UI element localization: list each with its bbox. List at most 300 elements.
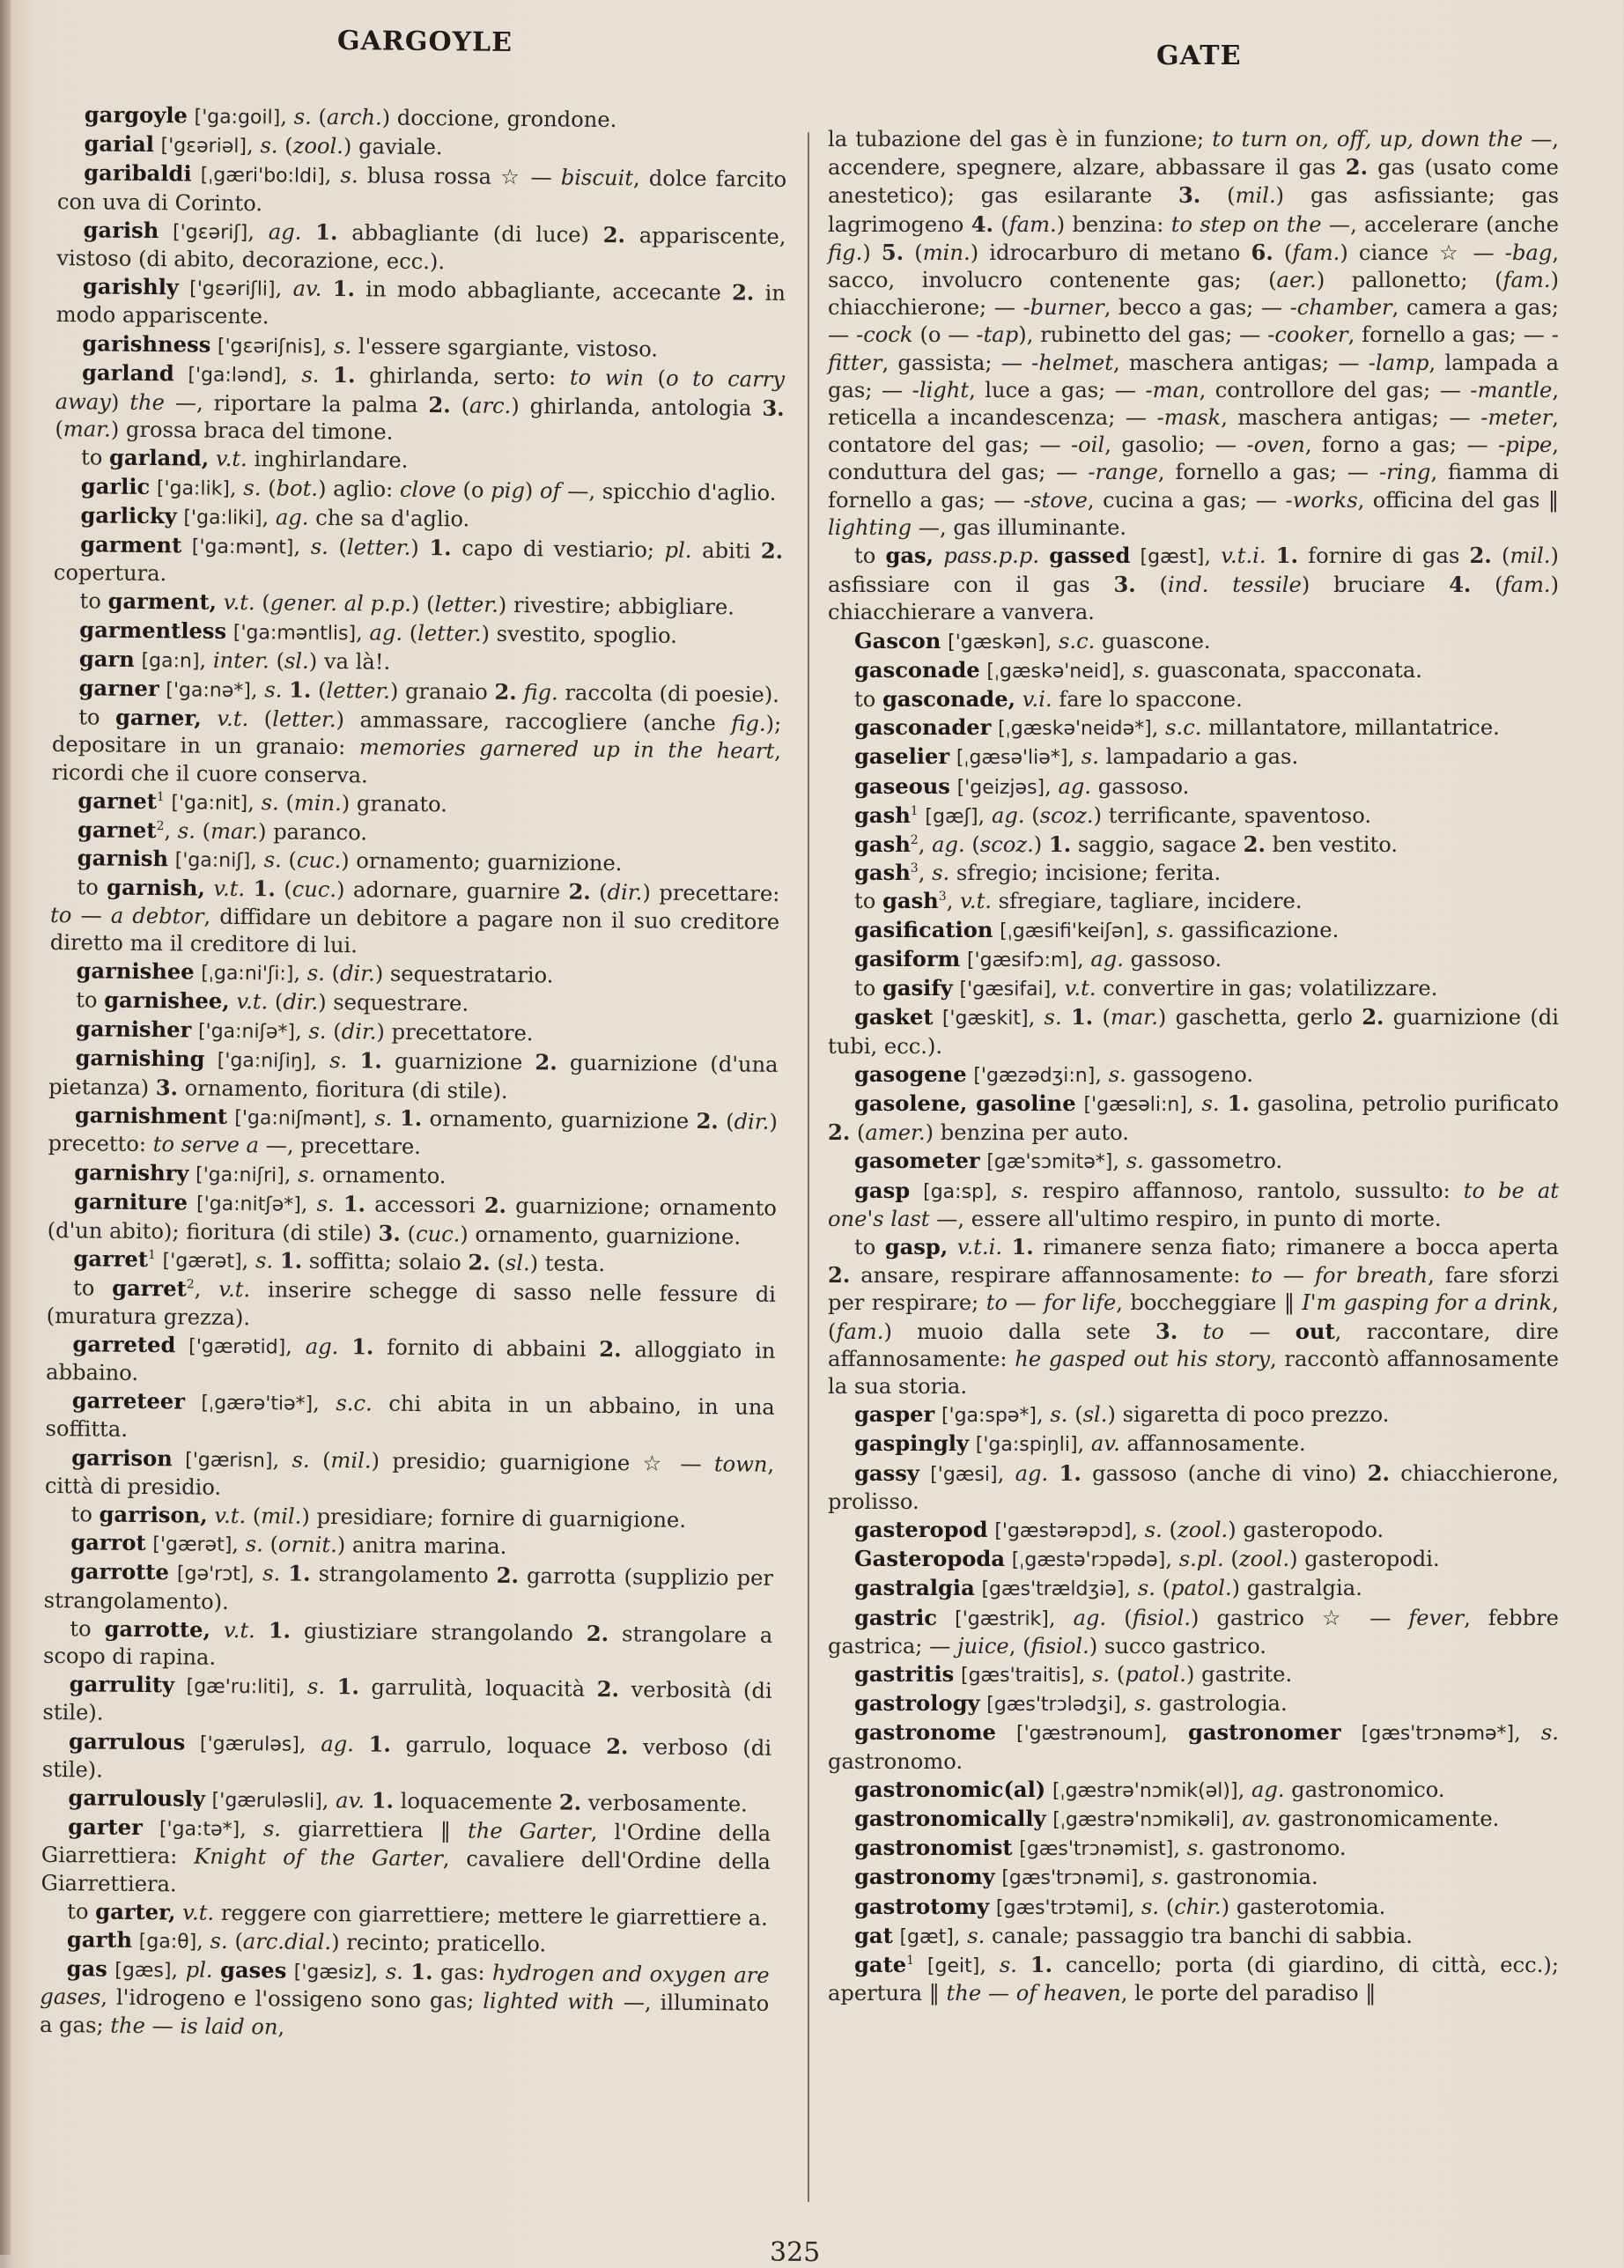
pronunciation: ['ga:lik] [156,477,231,500]
text: affannosamente. [1119,1431,1306,1457]
headword: Gasteropoda [854,1546,1006,1572]
text [1220,1091,1228,1116]
text: , [171,1957,186,1983]
dictionary-entry [828,1951,1559,2007]
headword: garrulously [68,1784,206,1812]
pronunciation: [gæt] [899,1925,954,1948]
pronunciation: ['ga:niʃ] [174,849,251,873]
text: strangolamento [310,1562,497,1589]
text: ( [311,104,328,129]
text: , [360,1105,375,1131]
text: —, essere all'ultimo respiro, in punto di morte. [929,1206,1442,1231]
text: , [247,789,262,816]
italic-text: he gasped out his story [1015,1346,1271,1371]
text: , [1118,657,1133,683]
headword: garter, [95,1898,176,1925]
text: , cucina a gas; — [1087,487,1286,513]
text: ( [904,240,923,265]
pronunciation: ['gæsiz] [293,1961,372,1984]
text: ( [248,706,273,732]
text: guarnizione [381,1048,535,1075]
text: ( [1491,543,1510,569]
text: , [1124,1576,1138,1601]
headword: garmentless [79,616,227,644]
italic-text: s. [1151,1865,1170,1890]
text: respiro affannoso, rantolo, sussulto: [1029,1178,1464,1203]
headword: garrison [71,1444,173,1471]
text: gastronomicamente. [1271,1806,1500,1831]
sense-number: 1. [410,1959,433,1985]
headword: garland, [108,445,210,472]
text [181,533,192,558]
text: , [978,802,992,828]
sense-number: 1. [343,1190,366,1217]
text: , [953,1923,968,1948]
pronunciation: ['ga:tə*] [159,1818,240,1842]
italic-text: lighted with [483,1989,616,2015]
text: , [1045,628,1059,654]
italic-text: fam. [1292,240,1340,265]
italic-text: fam. [1502,573,1551,598]
text: , [1045,773,1059,799]
pronunciation: ['ga:spiŋli] [975,1434,1078,1457]
italic-text: pig [491,477,526,503]
text: , città di presidio. [44,1452,775,1500]
sense-number: 1. [371,1787,395,1814]
sense-number: 1. [288,1560,311,1587]
sense-number: 1. [332,276,356,302]
sense-number: 1. [1011,1233,1034,1260]
text: ) anitra marina. [336,1533,507,1560]
text: (o [455,477,491,503]
italic-text: ag. [369,620,403,646]
italic-text: arc. [469,393,512,418]
text: fornire di gas [1298,543,1470,569]
text: to [67,1898,96,1924]
italic-text: s. [1108,1061,1126,1087]
italic-text: s. [316,1191,335,1216]
text: , [1028,1005,1045,1031]
italic-text: scoz. [1039,802,1094,828]
italic-text: v.t.i. [1221,543,1266,569]
pronunciation: ['geizjəs] [956,776,1045,799]
pronunciation: [gæ'sɔmitə*] [986,1151,1113,1174]
italic-text: I'm gasping for a drink [1302,1290,1553,1316]
text: , fornello a gas; — [1157,460,1379,485]
text: ( [261,475,277,501]
pronunciation: [ˌgæstrə'nɔmikəli] [1052,1808,1229,1831]
pronunciation: [gæ'ru:liti] [186,1675,289,1699]
italic-text: mil. [261,1503,302,1529]
italic-text: s. [932,861,950,886]
text: ( [262,1532,279,1557]
text: , [285,1333,306,1359]
text: , le porte del paradiso ‖ [1120,1981,1377,2006]
italic-text: letter. [326,678,391,704]
homograph-number: 3 [938,890,947,905]
headword: gas [66,1955,107,1982]
text: , [241,1248,256,1274]
italic-text: av. [1090,1431,1120,1457]
headword: gasteropod [854,1516,988,1542]
text: guasconata, spacconata. [1149,657,1422,683]
italic-text: clove [399,477,456,502]
text: ( [275,876,292,903]
dictionary-entry [828,1689,1559,1718]
headword: garnishing [75,1044,205,1072]
italic-text: bot. [276,476,319,501]
italic-text: s. [255,1248,274,1274]
pronunciation: [geit] [926,1955,980,1977]
text: canale; passaggio tra banchi di sabbia. [985,1923,1413,1948]
headword: gasconade [854,656,980,683]
headword: gassy [854,1459,919,1486]
italic-text: -helmet [1031,350,1113,375]
italic-text: zool. [1177,1517,1229,1542]
dictionary-entry [44,1557,774,1621]
italic-text: s. [1144,1517,1163,1542]
headword: garniture [73,1187,188,1215]
text: , febbre gastrica; — [828,1605,1559,1659]
text: gastronomo. [828,1748,963,1774]
text [335,1192,343,1216]
dictionary-entry [828,1545,1559,1574]
italic-text: ag. [1015,1460,1049,1486]
text: ) doccione, grondone. [381,105,617,133]
text: guarnizione (di tubi, ecc.). [828,1005,1559,1059]
text [934,543,943,568]
italic-text: av. [292,276,322,302]
text: to [70,1615,105,1642]
text: , diffidare un debitore a pagare non il suo creditore diretto ma il creditore di lui. [49,904,780,958]
text: , [275,276,293,301]
text: ) [410,535,430,561]
pronunciation: [ˌgæri'bo:ldi] [200,164,325,188]
pronunciation: ['gæstərəpɔd] [994,1519,1132,1542]
text [403,1960,411,1984]
text [338,1334,351,1359]
dictionary-entry [55,358,785,451]
text: ansare, respirare affannosamente: [850,1263,1251,1289]
text [210,1618,224,1643]
running-head-left: GARGOYLE [336,25,513,59]
headword: garrot [70,1529,146,1556]
italic-text: to — for life [985,1290,1117,1316]
headword: garret [112,1274,187,1302]
text: ) sequestratario. [374,961,554,988]
text: , [247,1561,263,1586]
pronunciation: ['gæzədʒi:n] [973,1064,1096,1087]
italic-text: dir. [339,961,375,986]
text: , cavaliere dell'Ordine della Giarrettiera. [41,1846,771,1896]
italic-text: s. [1092,1661,1111,1687]
text: ) gastralgia. [1231,1576,1362,1601]
text: ( [718,1109,734,1134]
text: gastronomia. [1169,1865,1318,1890]
text: —, accendere, spegnere, alzare, abbassare il gas [828,127,1559,181]
pronunciation: [gæs'trɔtəmi] [995,1896,1128,1919]
text: ) svestito, spoglio. [481,621,678,648]
text: ( [278,790,294,816]
text: soffitta; solaio [301,1248,469,1275]
headword: gasp, [884,1233,949,1260]
text: , camera a gas; — [828,295,1560,348]
text: , [1067,744,1081,770]
text: ( [269,648,285,674]
italic-text: v.t. [215,447,247,472]
sense-number: 2. [606,1732,629,1759]
italic-text: Knight of the Garter [194,1843,444,1872]
italic-text: s. [1540,1720,1559,1746]
headword: gastric [854,1604,938,1630]
italic-text: s. [263,847,282,873]
text: ( [311,677,327,704]
pronunciation: ['ga:lənd] [188,364,282,388]
pronunciation: ['gæruləsli] [211,1789,322,1813]
text: accessori [365,1192,484,1218]
text: che sa d'aglio. [308,505,470,532]
italic-text: s. [333,333,352,358]
dictionary-entry [828,1834,1559,1863]
italic-text: ag. [1073,1605,1107,1630]
headword: garment, [107,588,218,616]
text: millantatore, millantatrice. [1201,715,1500,741]
text: (o — [912,322,977,348]
text: , ( [1008,1633,1031,1659]
dictionary-entry [42,1670,772,1733]
italic-text: ag. [305,1333,339,1359]
text [301,219,315,244]
headword: gat [854,1922,893,1948]
italic-text: -works [1285,487,1358,513]
text: , [324,163,341,188]
dictionary-entry [828,887,1559,915]
text: ) gastrite. [1185,1661,1293,1687]
text: ); depositare in un granaio: [51,712,782,760]
italic-text: v.t. [223,1617,255,1643]
pronunciation: [ˌgæsifi'keiʃən] [1000,920,1143,942]
italic-text: ag. [932,832,965,858]
italic-text: s. [306,1673,326,1700]
text [354,1732,369,1756]
italic-text: dir. [283,989,319,1016]
italic-text: fig. [523,680,558,706]
text: ( [55,417,63,442]
headword: gasconade, [882,686,1016,713]
sense-number: 2. [602,221,626,248]
sense-number: 1. [368,1731,391,1757]
italic-text: s. [1141,1894,1160,1919]
italic-text: scoz. [979,832,1034,858]
italic-text: ind. tessile [1167,573,1302,598]
italic-text: mar. [1110,1005,1158,1031]
italic-text: s. [306,960,326,986]
pronunciation: [gæst] [1140,546,1205,569]
text: sfregiare, tagliare, incidere. [991,889,1303,914]
italic-text: town [713,1451,768,1477]
text [937,1606,955,1630]
italic-text: s. [262,1561,281,1586]
italic-text: -chamber [1289,295,1392,321]
pronunciation: ['gεəriəl] [160,135,247,159]
headword: garial [84,130,155,158]
sense-number: 3. [762,395,785,421]
text: , dolce farcito con uva di Corinto. [56,166,787,216]
italic-text: av. [335,1788,365,1814]
headword: gasification [854,916,993,942]
italic-text: s.c. [336,1391,373,1416]
text [941,629,948,654]
italic-text: -tap [976,322,1019,348]
text: in modo appariscente. [55,280,786,329]
pronunciation: ['ga:niʃri] [195,1164,284,1187]
text [174,1673,187,1698]
text: , [918,861,933,886]
homograph-number: 2 [156,819,165,834]
pronunciation: [ga:n] [141,649,200,673]
text [1045,1777,1052,1802]
italic-text: s.pl. [1178,1547,1224,1572]
italic-text: to serve a [152,1132,260,1158]
text: reggere con giarrettiere; mettere le giarrettiere a. [213,1900,768,1931]
headword: garishly [82,273,180,300]
sense-number: 2. [1362,1004,1384,1031]
text: , [288,1673,308,1699]
italic-text: av. [1242,1806,1272,1831]
pronunciation: ['ga:liki] [183,506,262,530]
italic-text: s. [1050,1402,1068,1428]
pronunciation: [gæs'trɔnəmi] [1001,1867,1139,1890]
text: , [1127,1894,1142,1919]
text: l'essere sgargiante, vistoso. [351,333,659,362]
text: , [194,1276,219,1303]
italic-text: -lamp [1368,350,1429,375]
text: verbosità (di stile). [42,1677,772,1725]
text: ( [281,847,298,873]
text [202,706,218,731]
italic-text: s. [177,818,196,844]
sense-number: 2. [535,1048,557,1075]
text [347,1048,359,1073]
text: , conduttura del gas; — [828,432,1559,485]
italic-text: the [129,389,166,416]
headword: garnisher [75,1015,192,1043]
dictionary-entry [828,1893,1559,1922]
headword: gasogene [854,1060,967,1087]
dictionary-entry [828,1718,1559,1775]
dictionary-entry [828,713,1559,742]
italic-text: -burner [1022,295,1104,321]
italic-text: s. [262,1816,282,1842]
italic-text: min. [293,790,342,816]
text: , [196,1928,210,1954]
homograph-number: 1 [156,789,165,805]
text: , [293,534,311,559]
italic-text: -man [1145,377,1200,403]
headword: gastronomer [1187,1719,1341,1746]
headword: garreteer [71,1387,186,1415]
text: , [1228,1806,1243,1831]
italic-text: s. [1134,1691,1153,1717]
text: loquacemente [393,1788,560,1815]
italic-text: v.i. [1022,687,1052,713]
headword: garn [78,646,135,672]
text: , [294,1018,309,1044]
sense-number: 2. [494,678,517,706]
text: , [1131,1517,1145,1542]
text: ) sequestrare. [318,990,469,1016]
text: to [76,987,105,1013]
text: — [1223,1319,1296,1344]
text [1130,543,1140,568]
text: —, spicchio d'aglio. [560,478,777,506]
text: , [250,847,264,873]
sense-number: 2. [1243,831,1266,858]
pronunciation: ['gæsi] [930,1463,998,1486]
text: , [262,505,277,530]
sense-number: 1. [399,1104,423,1132]
text: ( [1162,1517,1177,1542]
text: ), rubinetto del gas; — [1018,322,1268,348]
text: ( [993,211,1009,237]
italic-text: fig. [731,711,766,737]
sense-number: 1. [1030,1952,1053,1977]
text: ( [1155,1576,1171,1601]
text: ( [590,880,608,905]
text [245,877,254,902]
text: ( [255,590,270,616]
text [950,774,957,799]
headword: out [1295,1318,1335,1344]
text: garrulità, loquacità [358,1674,597,1703]
pronunciation: ['gæsifɔ:m] [966,949,1077,971]
text: , [1151,715,1166,741]
pronunciation: ['ga:spə*] [941,1405,1037,1428]
italic-text: ag. [1058,773,1092,799]
text: —, illuminato a gas; [39,1990,770,2038]
text [989,1895,996,1919]
dictionary-entry [42,1726,772,1790]
sense-number: 3. [378,1220,402,1246]
text [1015,687,1022,712]
text: gas (usato come anestetico); gas esilarante [828,155,1559,209]
homograph-number: 3 [910,861,919,876]
dictionary-entry [40,1954,770,2046]
italic-text: s. [1132,657,1150,683]
text: ( [1135,573,1168,598]
pronunciation: ['gærisn] [185,1449,273,1472]
dictionary-entry [828,1400,1559,1430]
italic-text: -fitter [828,322,1559,375]
text: fare lo spaccone. [1052,687,1243,713]
italic-text: patol. [1170,1576,1232,1601]
text [179,276,190,300]
sense-number: 2. [558,1789,582,1815]
text: ( [1471,573,1503,598]
italic-text: pl. [185,1957,213,1983]
text: verboso (di stile). [41,1733,772,1783]
text: , boccheggiare ‖ [1116,1290,1303,1316]
text: abiti [691,537,762,564]
text: ) paranco. [257,819,368,846]
text: ) succo gastrico. [1089,1633,1266,1659]
dictionary-entry [828,1660,1559,1689]
italic-text: to — a debtor [49,902,204,929]
italic-text: letter. [272,706,336,733]
text [1005,1547,1012,1571]
text: , [272,1446,292,1473]
italic-text: zool. [292,133,344,159]
